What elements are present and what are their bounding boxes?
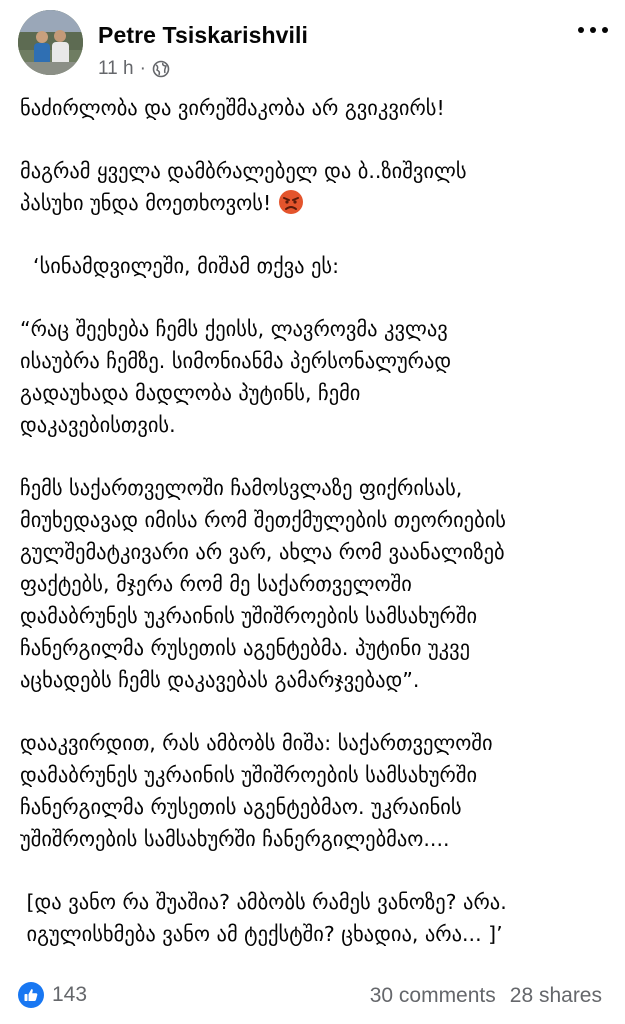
post-line: დამაბრუნეს უკრაინის უშიშროების სამსახურში — [20, 763, 478, 787]
post-header — [18, 10, 608, 80]
engagement-counts — [370, 984, 602, 1008]
post-meta — [98, 58, 170, 80]
comments-count[interactable]: 30 comments — [369, 984, 496, 1007]
post-time[interactable]: 11 h — [98, 58, 134, 79]
more-options-icon[interactable] — [578, 23, 608, 37]
post-line: ფაქტებს, მჯერა რომ მე საქართველოში — [20, 572, 412, 596]
post-line: უშიშროების სამსახურში ჩანერგილებმაო.... — [20, 827, 450, 851]
post-line: გადაუხადა მადლობა პუტინს, ჩემი — [20, 381, 361, 405]
shares-count[interactable]: 28 shares — [509, 984, 602, 1007]
avatar[interactable] — [18, 10, 83, 75]
like-thumb-icon — [18, 982, 44, 1008]
post-line: დაკავებისთვის. — [20, 413, 176, 437]
post-line: ჩემს საქართველოში ჩამოსვლაზე ფიქრისას, — [20, 476, 463, 500]
paragraph-gap — [20, 441, 610, 472]
post-line: დამაბრუნეს უკრაინის უშიშროების სამსახურში — [20, 604, 478, 628]
paragraph-gap — [20, 219, 610, 250]
post-line: ისაუბრა ჩემზე. სიმონიანმა პერსონალურად — [20, 349, 452, 373]
meta-separator: · — [139, 58, 146, 79]
post-body — [20, 92, 610, 950]
author-name[interactable]: Petre Tsiskarishvili — [98, 22, 308, 48]
globe-icon — [152, 60, 170, 78]
post-footer — [18, 982, 608, 1014]
post-line: მაგრამ ყველა დამბრალებელ და ბ..ზიშვილს — [20, 159, 467, 183]
reactions-summary[interactable] — [18, 982, 87, 1008]
post-line: მიუხედავად იმისა რომ შეთქმულების თეორიების — [20, 508, 507, 532]
post-line: [და ვანო რა შუაშია? ამბობს რამეს ვანოზე? არა. — [20, 890, 507, 914]
post-line: დააკვირდით, რას ამბობს მიშა: საქართველოში — [20, 731, 493, 755]
paragraph-gap — [20, 855, 610, 886]
post-line: ჩანერგილმა რუსეთის აგენტებმაო. უკრაინის — [20, 795, 462, 819]
post-line: იგულისხმება ვანო ამ ტექსტში? ცხადია, არა... ]’ — [20, 922, 503, 946]
paragraph-gap — [20, 696, 610, 727]
post-line: ნაძირლობა და ვირეშმაკობა არ გვიკვირს! — [20, 96, 445, 120]
angry-face-emoji-icon — [278, 189, 304, 215]
post-line: ‘სინამდვილეში, მიშამ თქვა ეს: — [20, 254, 340, 278]
post-line: ჩანერგილმა რუსეთის აგენტებმა. პუტინი უკვე — [20, 636, 471, 660]
post-line: პასუხი უნდა მოეთხოვოს! — [20, 191, 272, 215]
post-line: “რაც შეეხება ჩემს ქეისს, ლავროვმა კვლავ — [20, 317, 448, 341]
post-line: გულშემატკივარი არ ვარ, ახლა რომ ვაანალიზებ — [20, 540, 505, 564]
like-count: 143 — [52, 983, 88, 1006]
paragraph-gap — [20, 124, 610, 155]
paragraph-gap — [20, 282, 610, 313]
post-line-with-emoji — [20, 187, 610, 219]
post-line: აცხადებს ჩემს დაკავებას გამარჯვებად”. — [20, 668, 420, 692]
